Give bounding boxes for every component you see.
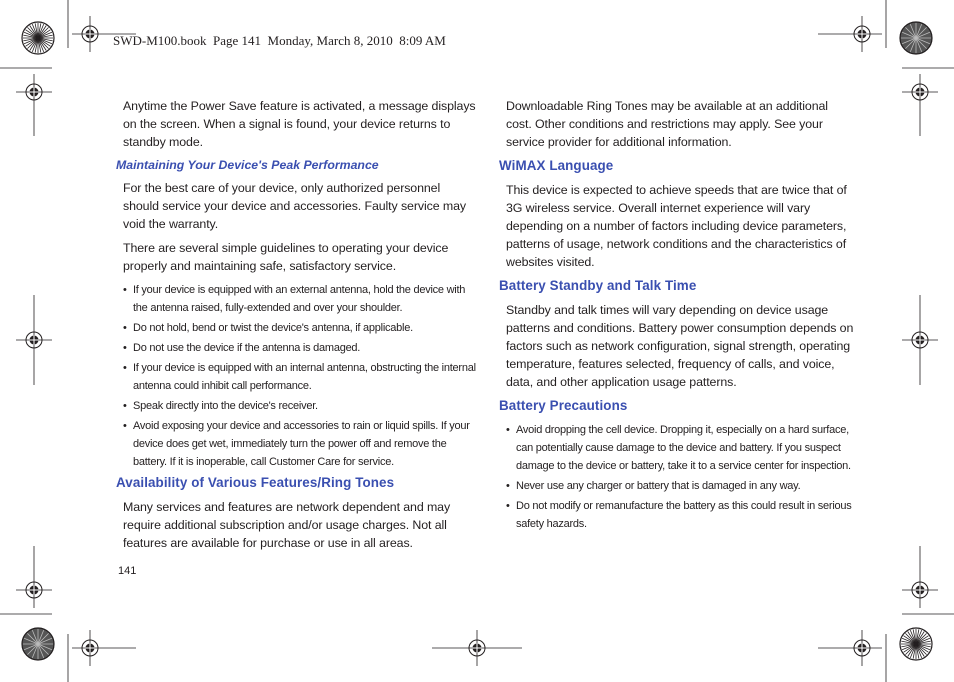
power-save-paragraph: Anytime the Power Save feature is activated, a message displays on the screen. When a signal is found, your device returns to standby mode. — [123, 99, 476, 149]
page-number: 141 — [118, 565, 137, 577]
bullet-item: • If your device is equipped with an external antenna, hold the device with the antenna raised, fully-extended and over your shoulder. — [116, 281, 476, 317]
availability-heading: Availability of Various Features/Ring Tones — [116, 475, 395, 490]
peak-performance-heading: Maintaining Your Device's Peak Performance — [116, 158, 379, 172]
wimax-paragraph: This device is expected to achieve speeds that are twice that of 3G wireless service. Overall internet experience will vary depending on a number of factors including device parameters, patterns of usage, network conditions and the characteristics of websites visited. — [506, 183, 847, 269]
battery-standby-paragraph: Standby and talk times will vary depending on device usage patterns and conditions. Battery power consumption depends on factors such as network configuration, signal strength, operating temperature, features selected, frequency of calls, and voice, data, and other application usage patterns. — [506, 303, 854, 389]
battery-precautions-heading: Battery Precautions — [499, 398, 628, 413]
bullet-item: • Speak directly into the device's receiver. — [116, 397, 476, 415]
bullet-item: • Avoid exposing your device and accessories to rain or liquid spills. If your device does get wet, immediately turn the power off and remove the battery. If it is inoperable, call Customer Care for service. — [116, 417, 476, 471]
peak-performance-paragraph-1: For the best care of your device, only authorized personnel should service your device and accessories. Faulty service may void the warranty. — [123, 181, 466, 231]
bullet-item: • Do not modify or remanufacture the battery as this could result in serious safety hazards. — [499, 497, 854, 533]
ring-tones-paragraph: Downloadable Ring Tones may be available at an additional cost. Other conditions and restrictions may apply. See your service provider for additional information. — [506, 99, 828, 149]
peak-performance-paragraph-2: There are several simple guidelines to operating your device properly and maintaining safe, satisfactory service. — [123, 241, 449, 273]
bullet-item: • Avoid dropping the cell device. Dropping it, especially on a hard surface, can potentially cause damage to the device and battery. If you suspect damage to the device or battery, take it to a service center for inspection. — [499, 421, 854, 475]
bullet-item: • Do not hold, bend or twist the device's antenna, if applicable. — [116, 319, 476, 337]
print-header: SWD-M100.book Page 141 Monday, March 8, 2010 8:09 AM — [113, 33, 446, 48]
battery-standby-heading: Battery Standby and Talk Time — [499, 278, 697, 293]
bullet-item: • Do not use the device if the antenna is damaged. — [116, 339, 476, 357]
bullet-item: • If your device is equipped with an internal antenna, obstructing the internal antenna could inhibit call performance. — [116, 359, 476, 395]
wimax-heading: WiMAX Language — [499, 158, 614, 173]
availability-paragraph: Many services and features are network dependent and may require additional subscription and/or usage charges. Not all features are available for purchase or use in all areas. — [123, 500, 451, 550]
bullet-item: • Never use any charger or battery that is damaged in any way. — [499, 477, 854, 495]
